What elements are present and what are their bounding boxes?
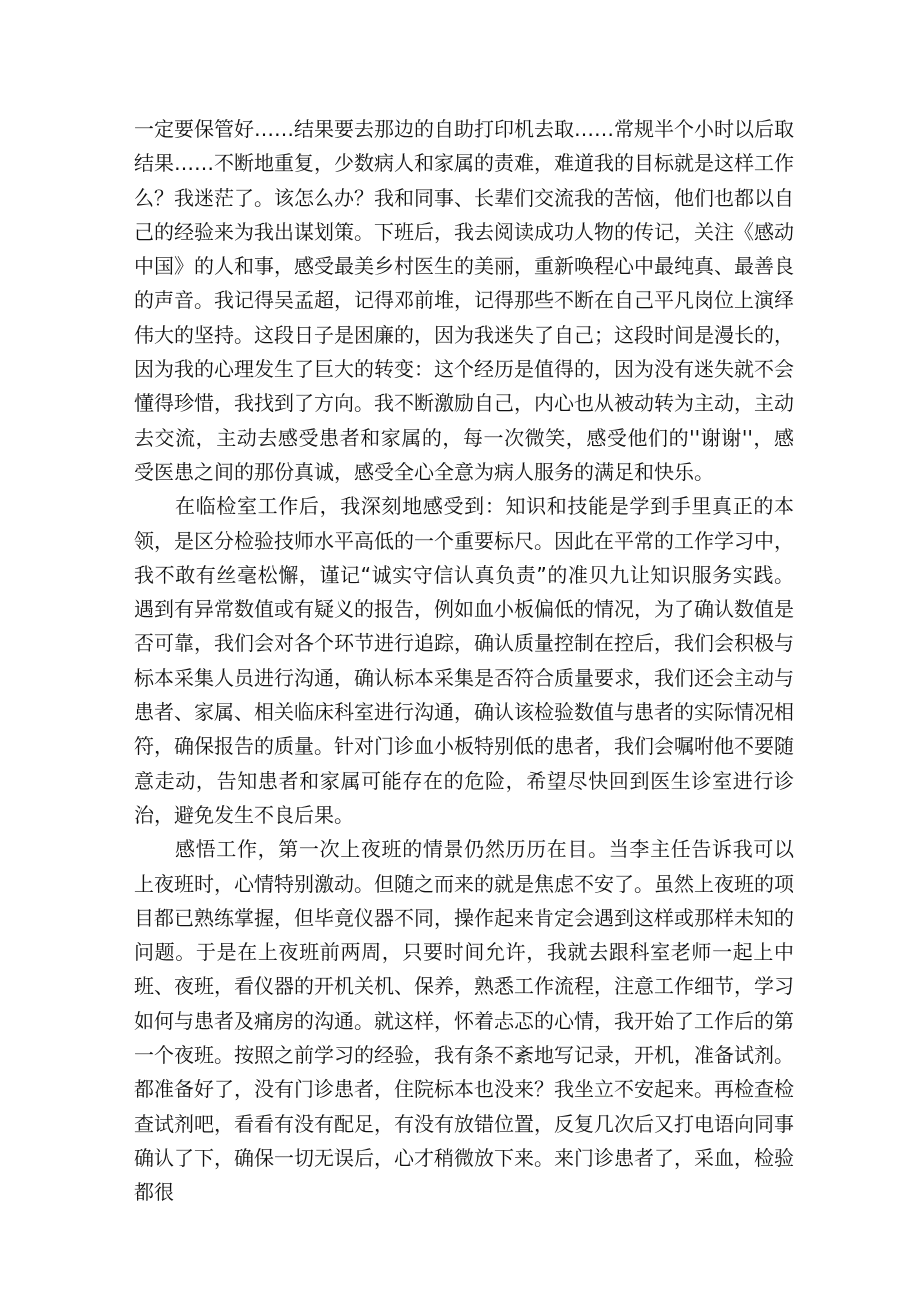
- paragraph-1: 一定要保管好……结果要去那边的自助打印机去取……常规半个小时以后取结果……不断地重复，少数病人和家属的责难，难道我的目标就是这样工作么？我迷茫了。该怎么办？我和同事、长辈们交流我的苦恼，他们也都以自己的经验来为我出谋划策。下班后，我去阅读成功人物的传记，关注《感动中国》的人和事，感受最美乡村医生的美丽，重新唤程心中最纯真、最善良的声音。我记得吴孟超，记得邓前堆，记得那些不断在自己平凡岗位上演绎伟大的坚持。这段日子是困廉的，因为我迷失了自己；这段时间是漫长的，因为我的心理发生了巨大的转变：这个经历是值得的，因为没有迷失就不会懂得珍惜，我找到了方向。我不断激励自己，内心也从被动转为主动，主动去交流，主动去感受患者和家属的，每一次微笑，感受他们的''谢谢''，感受医患之间的那份真诚，感受全心全意为病人服务的满足和快乐。: [134, 117, 794, 484]
- paragraph-2: 在临检室工作后，我深刻地感受到：知识和技能是学到手里真正的本领，是区分检验技师水平高低的一个重要标尺。因此在平常的工作学习中，我不敢有丝毫松懈，谨记“诚实守信认真负责”的准贝九让知识服务实践。遇到有异常数值或有疑义的报告，例如血小板偏低的情况，为了确认数值是否可靠，我们会对各个环节进行追踪，确认质量控制在控后，我们会积极与标本采集人员进行沟通，确认标本采集是否符合质量要求，我们还会主动与患者、家属、相关临床科室进行沟通，确认该检验数值与患者的实际情况相符，确保报告的质量。针对门诊血小板特别低的患者，我们会嘱咐他不要随意走动，告知患者和家属可能存在的危险，希望尽快回到医生诊室进行诊治，避免发生不良后果。: [134, 494, 794, 827]
- paragraph-3: 感悟工作，第一次上夜班的情景仍然历历在目。当李主任告诉我可以上夜班时，心情特别激动。但随之而来的就是焦虑不安了。虽然上夜班的项目都已熟练掌握，但毕竟仪器不同，操作起来肯定会遇到这样或那样未知的问题。于是在上夜班前两周，只要时间允许，我就去跟科室老师一起上中班、夜班，看仪器的开机关机、保养，熟悉工作流程，注意工作细节，学习如何与患者及痛房的沟通。就这样，怀着忐忑的心情，我开始了工作后的第一个夜班。按照之前学习的经验，我有条不紊地写记录，开机，准备试剂。都准备好了，没有门诊患者，住院标本也没来？我坐立不安起来。再检查检查试剂吧，看看有没有配足，有没有放错位置，反复几次后又打电语向同事确认了下，确保一切无误后，心才稍微放下来。来门诊患者了，采血，检验都很: [134, 837, 794, 1205]
- document-body: [134, 112, 794, 1210]
